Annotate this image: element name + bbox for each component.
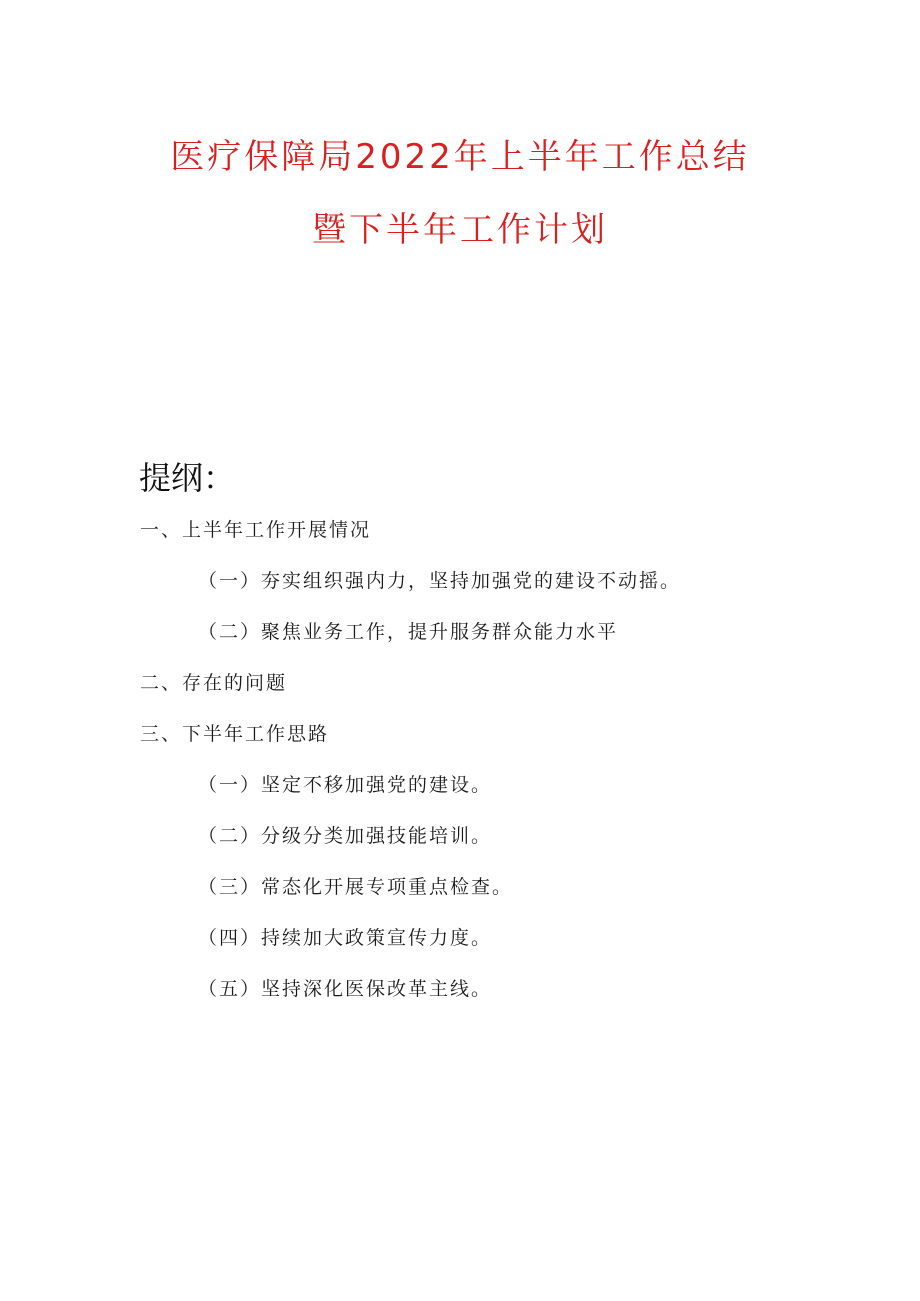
outline-section-3-item-4: （四）持续加大政策宣传力度。	[198, 927, 493, 949]
outline-section-3: 三、下半年工作思路	[140, 723, 330, 745]
outline-heading: 提纲：	[139, 459, 236, 497]
outline-section-2: 二、存在的问题	[140, 672, 288, 694]
outline-section-1: 一、上半年工作开展情况	[140, 519, 372, 541]
outline-section-3-item-1: （一）坚定不移加强党的建设。	[198, 774, 493, 796]
document-title-line-1: 医疗保障局2022年上半年工作总结	[170, 137, 750, 177]
outline-section-3-item-2: （二）分级分类加强技能培训。	[198, 825, 493, 847]
document-title-line-2: 暨下半年工作计划	[312, 210, 608, 250]
outline-section-1-item-1: （一）夯实组织强内力，坚持加强党的建设不动摇。	[198, 570, 682, 592]
outline-section-1-item-2: （二）聚焦业务工作，提升服务群众能力水平	[198, 621, 619, 643]
outline-section-3-item-3: （三）常态化开展专项重点检查。	[198, 876, 514, 898]
outline-section-3-item-5: （五）坚持深化医保改革主线。	[198, 978, 493, 1000]
